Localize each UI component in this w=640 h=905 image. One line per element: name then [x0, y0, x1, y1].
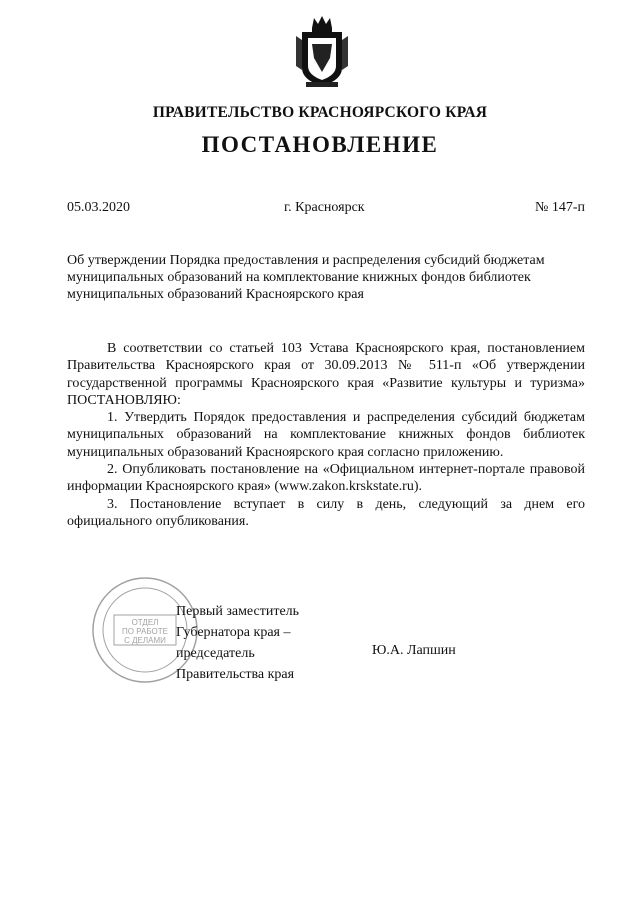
body-paragraph-2: 2. Опубликовать постановление на «Официальном интернет-портале правовой информации Красноярского края» (www.zakon.krskstate.ru). [67, 462, 585, 495]
document-date: 05.03.2020 [67, 200, 130, 215]
coat-of-arms-emblem [294, 10, 350, 90]
body-paragraph-preamble: В соответствии со статьей 103 Устава Красноярского края, постановлением Правительства Красноярского края от 30.09.2013 № 511-п «Об утверждении государственной программы Красноярского края «Развитие культуры и туризма» ПОСТАНОВЛЯЮ: [67, 341, 585, 408]
document-number: № 147-п [534, 200, 585, 215]
stamp-line-2: ПО РАБОТЕ [122, 627, 168, 636]
document-body [67, 340, 585, 530]
body-paragraph-1: 1. Утвердить Порядок предоставления и распределения субсидий бюджетам муниципальных образований на комплектование книжных фондов библиотек муниципальных образований Красноярского края согласно приложению. [67, 410, 585, 460]
signer-title-line-2: Губернатора края – [176, 625, 291, 640]
signer-name: Ю.А. Лапшин [372, 643, 456, 658]
signer-title-line-4: Правительства края [176, 667, 295, 682]
organization-name: ПРАВИТЕЛЬСТВО КРАСНОЯРСКОГО КРАЯ [152, 104, 488, 121]
document-city: г. Красноярск [284, 200, 365, 215]
stamp-line-1: ОТДЕЛ [131, 618, 159, 627]
signer-title-line-3: председатель [176, 646, 255, 661]
signature-block [176, 601, 299, 685]
document-subject: Об утверждении Порядка предоставления и распределения субсидий бюджетам муниципальных образований на комплектование книжных фондов библиотек муниципальных образований Красноярского края [67, 253, 545, 302]
body-paragraph-3: 3. Постановление вступает в силу в день, следующий за днем его официального опубликования. [67, 496, 585, 529]
document-type-heading: ПОСТАНОВЛЕНИЕ [201, 132, 439, 157]
stamp-line-3: С ДЕЛАМИ [124, 636, 166, 645]
signer-title-line-1: Первый заместитель [176, 604, 300, 619]
